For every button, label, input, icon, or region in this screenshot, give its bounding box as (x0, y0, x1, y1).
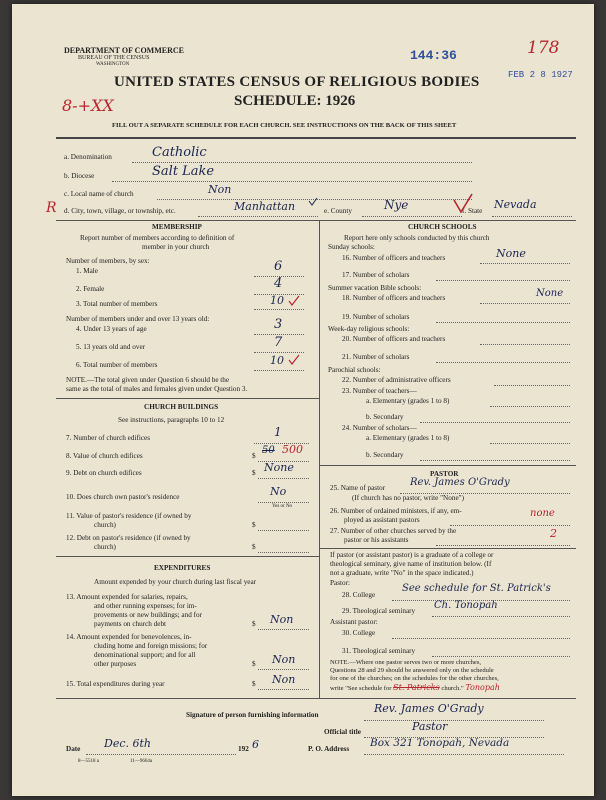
weekday-label: Week-day religious schools: (328, 325, 410, 333)
schools-title: CHURCH SCHOOLS (408, 223, 477, 231)
under-over-label: Number of members under and over 13 years old: (66, 315, 210, 323)
expenditures-sub: Amount expended by your church during last fiscal year (94, 578, 257, 586)
q12-dollar: $ (252, 543, 256, 551)
q1-label: 1. Male (76, 267, 98, 275)
q6-value[interactable]: 10 (270, 354, 284, 367)
q31-label: 31. Theological seminary (342, 647, 416, 655)
denomination-label: a. Denomination (64, 153, 112, 161)
q15-dollar: $ (252, 680, 256, 688)
instruction-line: FILL OUT A SEPARATE SCHEDULE FOR EACH CHURCH. SEE INSTRUCTIONS ON THE BACK OF THIS SHEET (112, 122, 457, 129)
q8-dollar: $ (252, 452, 256, 460)
q30-label: 30. College (342, 629, 376, 637)
city-label: WASHINGTON (96, 62, 130, 67)
q15-label: 15. Total expenditures during year (66, 680, 165, 688)
q6-label: 6. Total number of members (76, 361, 158, 369)
pastor-note-1: NOTE.—Where one pastor serves two or more churches, (330, 659, 482, 666)
q28-value[interactable]: See schedule for St. Patrick's (402, 583, 551, 594)
pastor-note-2: Questions 28 and 29 should be answered only on the schedule (330, 667, 494, 674)
membership-intro-2: member in your church (142, 243, 210, 251)
q14-label-4: other purposes (94, 660, 137, 668)
membership-intro-1: Report number of members according to definition of (80, 234, 235, 242)
q13-label-3: provements or new buildings; and for (94, 611, 202, 619)
q12-label-2: church) (94, 543, 116, 551)
q2-value[interactable]: 4 (274, 276, 283, 291)
pastor-note-4-end: church." (441, 685, 464, 692)
state-value[interactable]: Nevada (494, 198, 537, 211)
q5-label: 5. 13 years old and over (76, 343, 146, 351)
date-value[interactable]: Dec. 6th (104, 737, 151, 750)
q18-value[interactable]: None (536, 288, 564, 299)
q9-dollar: $ (252, 469, 256, 477)
city-field-label: d. City, town, village, or township, etc. (64, 207, 176, 215)
buildings-sub: See instructions, paragraphs 10 to 12 (118, 416, 225, 424)
q27-value[interactable]: 2 (550, 527, 557, 540)
q4-label: 4. Under 13 years of age (76, 325, 147, 333)
parochial-label: Parochial schools: (328, 366, 381, 374)
sunday-label: Sunday schools: (328, 243, 375, 251)
official-title-value[interactable]: Pastor (412, 720, 448, 733)
q11-label-1: 11. Value of pastor's residence (if owned by (66, 512, 192, 520)
q13-label-2: and other running expenses; for im- (94, 602, 197, 610)
q15-value[interactable]: Non (272, 673, 296, 686)
city-field-value[interactable]: Manhattan (234, 200, 296, 213)
denomination-value[interactable]: Catholic (152, 145, 207, 160)
q8-value[interactable]: 500 (282, 443, 303, 456)
po-address-label: P. O. Address (308, 745, 350, 753)
q22-label: 22. Number of administrative officers (342, 376, 451, 384)
county-label: e. County (324, 207, 352, 215)
summer-label: Summer vacation Bible schools: (328, 284, 422, 292)
membership-note-2: same as the total of males and females given under Question 3. (66, 385, 248, 393)
q25-value[interactable]: Rev. James O'Grady (410, 477, 510, 488)
q24-label: 24. Number of scholars— (342, 424, 417, 432)
q23b-label: b. Secondary (366, 413, 404, 421)
q14-label-3: denominational support; and for all (94, 651, 196, 659)
q25-label: 25. Name of pastor (330, 484, 386, 492)
q23-label: 23. Number of teachers— (342, 387, 417, 395)
q3-label: 3. Total number of members (76, 300, 158, 308)
print-number: 11—9664a (130, 759, 153, 764)
by-sex-label: Number of members, by sex: (66, 257, 150, 265)
q14-value[interactable]: Non (272, 653, 296, 666)
census-schedule-sheet (12, 4, 594, 796)
q4-value[interactable]: 3 (274, 317, 283, 332)
pastor-note-4-text: write "See schedule for (330, 685, 392, 692)
buildings-title: CHURCH BUILDINGS (144, 403, 219, 411)
red-page-number: 178 (527, 38, 560, 58)
department-label: DEPARTMENT OF COMMERCE (64, 46, 185, 55)
q16-value[interactable]: None (496, 247, 526, 260)
schedule-title: SCHEDULE: 1926 (234, 93, 356, 109)
pastor-note-3: for one of the churches; on the schedules for the other churches, (330, 675, 499, 682)
q24a-label: a. Elementary (grades 1 to 8) (366, 434, 450, 442)
pastor-title: PASTOR (430, 470, 459, 478)
q3-value[interactable]: 10 (270, 294, 284, 307)
local-name-value[interactable]: Non (208, 183, 232, 196)
pastor-note-4-handwritten: St. Patricks (393, 683, 440, 692)
graduate-note-3: not a graduate, write "No" in the space indicated.) (330, 569, 474, 577)
q27-label-1: 27. Number of other churches served by the (330, 527, 457, 535)
red-check-mark-icon (452, 192, 476, 216)
q9-value[interactable]: None (264, 461, 294, 474)
year-suffix[interactable]: 6 (252, 738, 259, 751)
q1-value[interactable]: 6 (274, 259, 283, 274)
graduate-note-2: theological seminary, give name of institution below. (If (330, 560, 492, 568)
q9-label: 9. Debt on church edifices (66, 469, 142, 477)
po-address-value[interactable]: Box 321 Tonopah, Nevada (370, 737, 510, 749)
schools-sub: Report here only schools conducted by this church (344, 234, 490, 242)
q7-label: 7. Number of church edifices (66, 434, 151, 442)
q29-label: 29. Theological seminary (342, 607, 416, 615)
stamp-date: FEB 2 8 1927 (508, 70, 573, 80)
county-value[interactable]: Nye (384, 198, 409, 212)
q7-value[interactable]: 1 (274, 425, 282, 439)
q26-value[interactable]: none (530, 508, 555, 519)
q10-value[interactable]: No (270, 485, 287, 498)
diocese-label: b. Diocese (64, 172, 95, 180)
graduate-note-1: If pastor (or assistant pastor) is a graduate of a college or (330, 551, 494, 559)
q14-label-2: cluding home and foreign missions; for (94, 642, 208, 650)
q24b-label: b. Secondary (366, 451, 404, 459)
q8-struck-value: 50 (262, 445, 275, 456)
q27-label-2: pastor or his assistants (344, 536, 409, 544)
signature-label: Signature of person furnishing information (186, 711, 319, 719)
q13-dollar: $ (252, 620, 256, 628)
q11-label-2: church) (94, 521, 116, 529)
q25-hint: (If church has no pastor, write "None") (352, 494, 464, 502)
form-title: UNITED STATES CENSUS OF RELIGIOUS BODIES (114, 74, 480, 90)
bureau-label: BUREAU OF THE CENSUS (78, 55, 150, 61)
stamp-number: 144:36 (410, 48, 457, 63)
q17-label: 17. Number of scholars (342, 271, 410, 279)
state-label: f. State (462, 207, 483, 215)
q8-label: 8. Value of church edifices (66, 452, 143, 460)
pastor-sub-label: Pastor: (330, 579, 350, 587)
q2-label: 2. Female (76, 285, 105, 293)
membership-note-1: NOTE.—The total given under Question 6 should be the (66, 376, 230, 384)
red-tick-icon (288, 354, 300, 366)
membership-title: MEMBERSHIP (152, 223, 202, 231)
red-r-mark: R (46, 200, 57, 216)
q13-label-4: payments on church debt (94, 620, 167, 628)
q20-label: 20. Number of officers and teachers (342, 335, 446, 343)
yes-no-hint: Yes or No (272, 504, 293, 509)
q11-dollar: $ (252, 521, 256, 529)
q14-label-1: 14. Amount expended for benevolences, in- (66, 633, 192, 641)
year-prefix: 192 (238, 745, 249, 753)
q23a-label: a. Elementary (grades 1 to 8) (366, 397, 450, 405)
q13-label-1: 13. Amount expended for salaries, repairs, (66, 593, 188, 601)
q19-label: 19. Number of scholars (342, 313, 410, 321)
red-tick-icon (288, 295, 300, 307)
q21-label: 21. Number of scholars (342, 353, 410, 361)
signature-value[interactable]: Rev. James O'Grady (374, 702, 484, 715)
local-name-label: c. Local name of church (64, 190, 134, 198)
q12-label-1: 12. Debt on pastor's residence (if owned by (66, 534, 191, 542)
q5-value[interactable]: 7 (274, 335, 283, 350)
diocese-value[interactable]: Salt Lake (152, 164, 215, 179)
check-mark-icon (308, 197, 318, 207)
q18-label: 18. Number of officers and teachers (342, 294, 446, 302)
form-number: 8—5518 a (78, 759, 99, 764)
pastor-note-4-red: Tonopah (465, 683, 500, 692)
q10-label: 10. Does church own pastor's residence (66, 493, 180, 501)
assistant-pastor-label: Assistant pastor: (330, 618, 378, 626)
q14-dollar: $ (252, 660, 256, 668)
q16-label: 16. Number of officers and teachers (342, 254, 446, 262)
official-title-label: Official title (324, 728, 361, 736)
date-label: Date (66, 745, 81, 753)
q26-label-2: ployed as assistant pastors (344, 516, 420, 524)
q29-value[interactable]: Ch. Tonopah (434, 600, 498, 611)
q13-value[interactable]: Non (270, 613, 294, 626)
q26-label-1: 26. Number of ordained ministers, if any, em- (330, 507, 462, 515)
expenditures-title: EXPENDITURES (154, 564, 211, 572)
red-margin-mark: 8-+XX (62, 96, 114, 115)
q28-label: 28. College (342, 591, 376, 599)
pastor-note-4 (330, 683, 500, 692)
